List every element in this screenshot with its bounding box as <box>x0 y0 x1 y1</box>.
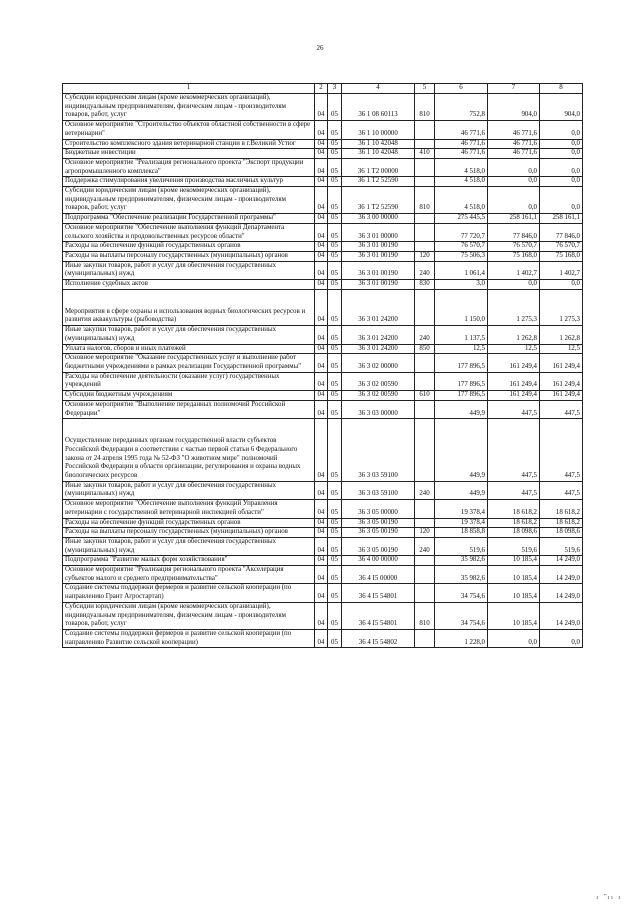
amount-cell-1: 1 228,0 <box>435 629 488 647</box>
column-header: 3 <box>328 84 342 94</box>
table-row <box>63 223 583 241</box>
expense-type-cell <box>415 584 435 602</box>
amount-cell-1: 35 982,6 <box>435 556 488 566</box>
target-article-cell: 36 3 05 00190 <box>342 537 415 555</box>
table-row <box>63 500 583 518</box>
amount-cell-3: 1 262,8 <box>540 326 583 344</box>
expense-type-cell: 610 <box>415 391 435 401</box>
amount-cell-2: 519,6 <box>488 537 540 555</box>
subsection-code-cell: 05 <box>328 500 342 518</box>
expense-type-cell: 240 <box>415 537 435 555</box>
table-row <box>63 242 583 252</box>
subsection-code-cell: 05 <box>328 400 342 418</box>
subsection-code-cell: 05 <box>328 326 342 344</box>
amount-cell-3: 0,0 <box>540 280 583 290</box>
amount-cell-2: 0,0 <box>488 187 540 214</box>
subsection-code-cell: 05 <box>328 94 342 121</box>
expense-type-cell: 410 <box>415 149 435 159</box>
table-row <box>63 139 583 149</box>
item-name-cell: Расходы на обеспечение деятельности (оказание услуг) государственных учреждений <box>63 372 315 390</box>
table-row <box>63 354 583 372</box>
section-code-cell: 04 <box>315 177 328 187</box>
amount-cell-2: 0,0 <box>488 177 540 187</box>
amount-cell-2: 447,5 <box>488 400 540 418</box>
amount-cell-3: 519,6 <box>540 537 583 555</box>
item-name-cell: Расходы на обеспечение функций государственных органов <box>63 242 315 252</box>
subsection-code-cell: 05 <box>328 481 342 499</box>
expense-type-cell: 240 <box>415 326 435 344</box>
expense-type-cell <box>415 400 435 418</box>
amount-cell-1: 449,9 <box>435 400 488 418</box>
amount-cell-3: 0,0 <box>540 149 583 159</box>
column-header: 2 <box>315 84 328 94</box>
item-name-cell: Поддержка стимулирования увеличения производства масличных культур <box>63 177 315 187</box>
target-article-cell: 36 3 03 00000 <box>342 400 415 418</box>
target-article-cell: 36 1 10 00000 <box>342 121 415 139</box>
amount-cell-1: 752,8 <box>435 94 488 121</box>
subsection-code-cell: 05 <box>328 177 342 187</box>
expense-type-cell <box>415 629 435 647</box>
amount-cell-2: 18 618,2 <box>488 500 540 518</box>
amount-cell-2: 10 185,4 <box>488 566 540 584</box>
item-name-cell: Иные закупки товаров, работ и услуг для обеспечения государственных (муниципальных) нужд <box>63 481 315 499</box>
amount-cell-2: 77 846,0 <box>488 223 540 241</box>
subsection-code-cell: 05 <box>328 158 342 176</box>
item-name-cell: Субсидии юридическим лицам (кроме некоммерческих организаций), индивидуальным предпринимателям, физическим лицам - производителям товаров, работ, услуг <box>63 602 315 629</box>
amount-cell-2: 18 618,2 <box>488 518 540 528</box>
target-article-cell: 36 3 01 00190 <box>342 261 415 279</box>
expense-type-cell: 810 <box>415 187 435 214</box>
amount-cell-1: 75 506,3 <box>435 251 488 261</box>
expense-type-cell <box>415 289 435 325</box>
target-article-cell: 36 3 01 00190 <box>342 280 415 290</box>
amount-cell-3: 0,0 <box>540 177 583 187</box>
section-code-cell: 04 <box>315 214 328 224</box>
table-row <box>63 261 583 279</box>
item-name-cell: Основное мероприятие "Реализация регионального проекта "Экспорт продукции агропромышленного комплекса" <box>63 158 315 176</box>
amount-cell-1: 4 518,0 <box>435 177 488 187</box>
target-article-cell: 36 3 03 59100 <box>342 481 415 499</box>
table-row <box>63 158 583 176</box>
item-name-cell: Создание системы поддержки фермеров и развитие сельской кооперации (по направлению Развитие сельской кооперации) <box>63 629 315 647</box>
target-article-cell: 36 3 01 00000 <box>342 223 415 241</box>
amount-cell-2: 10 185,4 <box>488 602 540 629</box>
section-code-cell: 04 <box>315 158 328 176</box>
amount-cell-1: 1 137,5 <box>435 326 488 344</box>
amount-cell-3: 0,0 <box>540 121 583 139</box>
table-row <box>63 289 583 325</box>
target-article-cell: 36 1 T2 00000 <box>342 158 415 176</box>
target-article-cell: 36 1 T2 52590 <box>342 187 415 214</box>
target-article-cell: 36 3 00 00000 <box>342 214 415 224</box>
amount-cell-2: 12,5 <box>488 344 540 354</box>
amount-cell-1: 177 896,5 <box>435 391 488 401</box>
amount-cell-2: 10 185,4 <box>488 584 540 602</box>
table-row <box>63 214 583 224</box>
subsection-code-cell: 05 <box>328 261 342 279</box>
expense-type-cell <box>415 214 435 224</box>
table-row <box>63 121 583 139</box>
amount-cell-2: 161 249,4 <box>488 391 540 401</box>
target-article-cell: 36 3 01 24200 <box>342 289 415 325</box>
section-code-cell: 04 <box>315 584 328 602</box>
section-code-cell: 04 <box>315 344 328 354</box>
column-number-row <box>63 84 583 94</box>
section-code-cell: 04 <box>315 518 328 528</box>
section-code-cell: 04 <box>315 391 328 401</box>
expense-type-cell: 850 <box>415 344 435 354</box>
subsection-code-cell: 05 <box>328 566 342 584</box>
amount-cell-1: 77 720,7 <box>435 223 488 241</box>
item-name-cell: Иные закупки товаров, работ и услуг для обеспечения государственных (муниципальных) нужд <box>63 537 315 555</box>
table-row <box>63 94 583 121</box>
amount-cell-3: 447,5 <box>540 419 583 482</box>
expense-type-cell: 240 <box>415 261 435 279</box>
subsection-code-cell: 05 <box>328 223 342 241</box>
expense-type-cell <box>415 372 435 390</box>
amount-cell-2: 46 771,6 <box>488 139 540 149</box>
table-row <box>63 400 583 418</box>
section-code-cell: 04 <box>315 223 328 241</box>
item-name-cell: Расходы на выплаты персоналу государственных (муниципальных) органов <box>63 528 315 538</box>
amount-cell-2: 1 402,7 <box>488 261 540 279</box>
section-code-cell: 04 <box>315 354 328 372</box>
amount-cell-2: 447,5 <box>488 419 540 482</box>
subsection-code-cell: 05 <box>328 537 342 555</box>
amount-cell-1: 19 378,4 <box>435 518 488 528</box>
target-article-cell: 36 3 02 00590 <box>342 372 415 390</box>
amount-cell-3: 447,5 <box>540 400 583 418</box>
amount-cell-1: 34 754,6 <box>435 584 488 602</box>
amount-cell-1: 46 771,6 <box>435 139 488 149</box>
section-code-cell: 04 <box>315 149 328 159</box>
section-code-cell: 04 <box>315 528 328 538</box>
table-row <box>63 481 583 499</box>
expense-type-cell: 810 <box>415 94 435 121</box>
expense-type-cell <box>415 518 435 528</box>
section-code-cell: 04 <box>315 121 328 139</box>
section-code-cell: 04 <box>315 261 328 279</box>
amount-cell-3: 258 161,1 <box>540 214 583 224</box>
item-name-cell: Подпрограмма "Развитие малых форм хозяйствования" <box>63 556 315 566</box>
item-name-cell: Основное мероприятие "Выполнение переданных полномочий Российской Федерации" <box>63 400 315 418</box>
column-header: 5 <box>415 84 435 94</box>
item-name-cell: Строительство комплексного здания ветеринарной станции в г.Великий Устюг <box>63 139 315 149</box>
amount-cell-1: 12,5 <box>435 344 488 354</box>
target-article-cell: 36 3 05 00190 <box>342 528 415 538</box>
amount-cell-3: 18 618,2 <box>540 518 583 528</box>
section-code-cell: 04 <box>315 326 328 344</box>
subsection-code-cell: 05 <box>328 518 342 528</box>
column-header: 4 <box>342 84 415 94</box>
amount-cell-2: 0,0 <box>488 629 540 647</box>
item-name-cell: Создание системы поддержки фермеров и развитие сельской кооперации (по направлению Грант Агростартап) <box>63 584 315 602</box>
amount-cell-3: 18 098,6 <box>540 528 583 538</box>
amount-cell-1: 18 858,8 <box>435 528 488 538</box>
item-name-cell: Иные закупки товаров, работ и услуг для обеспечения государственных (муниципальных) нужд <box>63 326 315 344</box>
amount-cell-3: 904,0 <box>540 94 583 121</box>
target-article-cell: 36 1 08 60113 <box>342 94 415 121</box>
item-name-cell: Иные закупки товаров, работ и услуг для обеспечения государственных (муниципальных) нужд <box>63 261 315 279</box>
subsection-code-cell: 05 <box>328 242 342 252</box>
target-article-cell: 36 3 05 00190 <box>342 518 415 528</box>
section-code-cell: 04 <box>315 94 328 121</box>
target-article-cell: 36 1 10 42048 <box>342 149 415 159</box>
expense-type-cell <box>415 566 435 584</box>
amount-cell-3: 14 249,0 <box>540 556 583 566</box>
table-row <box>63 177 583 187</box>
amount-cell-2: 75 168,0 <box>488 251 540 261</box>
table-row <box>63 372 583 390</box>
amount-cell-2: 0,0 <box>488 158 540 176</box>
section-code-cell: 04 <box>315 500 328 518</box>
section-code-cell: 04 <box>315 251 328 261</box>
subsection-code-cell: 05 <box>328 344 342 354</box>
subsection-code-cell: 05 <box>328 251 342 261</box>
section-code-cell: 04 <box>315 280 328 290</box>
item-name-cell: Основное мероприятие "Строительство объектов областной собственности в сфере ветеринарии" <box>63 121 315 139</box>
item-name-cell: Основное мероприятие "Обеспечение выполнения функций Департамента сельского хозяйства и продовольственных ресурсов области" <box>63 223 315 241</box>
target-article-cell: 36 3 05 00000 <box>342 500 415 518</box>
expense-type-cell <box>415 500 435 518</box>
amount-cell-1: 177 896,5 <box>435 354 488 372</box>
section-code-cell: 04 <box>315 537 328 555</box>
table-row <box>63 602 583 629</box>
item-name-cell: Исполнение судебных актов <box>63 280 315 290</box>
amount-cell-3: 77 846,0 <box>540 223 583 241</box>
target-article-cell: 36 4 I5 54801 <box>342 602 415 629</box>
table-row <box>63 537 583 555</box>
subsection-code-cell: 05 <box>328 289 342 325</box>
expense-type-cell: 120 <box>415 251 435 261</box>
target-article-cell: 36 4 00 00000 <box>342 556 415 566</box>
subsection-code-cell: 05 <box>328 139 342 149</box>
section-code-cell: 04 <box>315 400 328 418</box>
table-row <box>63 344 583 354</box>
table-row <box>63 326 583 344</box>
scan-mark: ı ˈ̅ıı ı <box>596 895 622 901</box>
table-row <box>63 149 583 159</box>
table-body <box>63 84 583 648</box>
amount-cell-3: 12,5 <box>540 344 583 354</box>
target-article-cell: 36 1 T2 52590 <box>342 177 415 187</box>
expense-type-cell: 830 <box>415 280 435 290</box>
item-name-cell: Субсидии юридическим лицам (кроме некоммерческих организаций), индивидуальным предпринимателям, физическим лицам - производителям товаров, работ, услуг <box>63 94 315 121</box>
amount-cell-1: 46 771,6 <box>435 121 488 139</box>
table-row <box>63 280 583 290</box>
item-name-cell: Субсидии бюджетным учреждениям <box>63 391 315 401</box>
amount-cell-3: 1 275,3 <box>540 289 583 325</box>
subsection-code-cell: 05 <box>328 149 342 159</box>
expense-type-cell <box>415 419 435 482</box>
target-article-cell: 36 3 01 00190 <box>342 242 415 252</box>
amount-cell-1: 4 518,0 <box>435 187 488 214</box>
subsection-code-cell: 05 <box>328 629 342 647</box>
target-article-cell: 36 3 02 00000 <box>342 354 415 372</box>
amount-cell-1: 4 518,0 <box>435 158 488 176</box>
expense-type-cell <box>415 158 435 176</box>
target-article-cell: 36 3 01 24200 <box>342 326 415 344</box>
column-header: 1 <box>63 84 315 94</box>
subsection-code-cell: 05 <box>328 187 342 214</box>
amount-cell-3: 76 570,7 <box>540 242 583 252</box>
section-code-cell: 04 <box>315 629 328 647</box>
budget-table <box>62 83 583 648</box>
expense-type-cell <box>415 556 435 566</box>
expense-type-cell: 810 <box>415 602 435 629</box>
amount-cell-2: 46 771,6 <box>488 121 540 139</box>
table-row <box>63 528 583 538</box>
amount-cell-1: 35 982,6 <box>435 566 488 584</box>
item-name-cell: Уплата налогов, сборов и иных платежей <box>63 344 315 354</box>
amount-cell-1: 449,9 <box>435 419 488 482</box>
section-code-cell: 04 <box>315 556 328 566</box>
amount-cell-2: 1 262,8 <box>488 326 540 344</box>
amount-cell-2: 76 570,7 <box>488 242 540 252</box>
amount-cell-1: 1 150,0 <box>435 289 488 325</box>
target-article-cell: 36 1 10 42048 <box>342 139 415 149</box>
amount-cell-1: 3,0 <box>435 280 488 290</box>
section-code-cell: 04 <box>315 187 328 214</box>
table-row <box>63 251 583 261</box>
section-code-cell: 04 <box>315 289 328 325</box>
amount-cell-3: 0,0 <box>540 139 583 149</box>
subsection-code-cell: 05 <box>328 354 342 372</box>
item-name-cell: Субсидии юридическим лицам (кроме некоммерческих организаций), индивидуальным предпринимателям, физическим лицам - производителям товаров, работ, услуг <box>63 187 315 214</box>
amount-cell-1: 519,6 <box>435 537 488 555</box>
table-row <box>63 629 583 647</box>
item-name-cell: Расходы на выплаты персоналу государственных (муниципальных) органов <box>63 251 315 261</box>
amount-cell-2: 161 249,4 <box>488 372 540 390</box>
item-name-cell: Расходы на обеспечение функций государственных органов <box>63 518 315 528</box>
amount-cell-2: 1 275,3 <box>488 289 540 325</box>
subsection-code-cell: 05 <box>328 214 342 224</box>
target-article-cell: 36 4 I5 54802 <box>342 629 415 647</box>
amount-cell-1: 177 896,5 <box>435 372 488 390</box>
amount-cell-3: 0,0 <box>540 629 583 647</box>
target-article-cell: 36 3 02 00590 <box>342 391 415 401</box>
item-name-cell: Основное мероприятие "Оказание государственных услуг и выполнение работ бюджетными учреждениями в рамках реализации Государственной программы" <box>63 354 315 372</box>
target-article-cell: 36 3 03 59100 <box>342 419 415 482</box>
table-row <box>63 391 583 401</box>
amount-cell-3: 161 249,4 <box>540 372 583 390</box>
amount-cell-1: 449,9 <box>435 481 488 499</box>
subsection-code-cell: 05 <box>328 419 342 482</box>
target-article-cell: 36 4 I5 00000 <box>342 566 415 584</box>
table-row <box>63 566 583 584</box>
amount-cell-3: 14 249,0 <box>540 566 583 584</box>
subsection-code-cell: 05 <box>328 391 342 401</box>
section-code-cell: 04 <box>315 242 328 252</box>
amount-cell-2: 258 161,1 <box>488 214 540 224</box>
amount-cell-1: 34 754,6 <box>435 602 488 629</box>
expense-type-cell <box>415 121 435 139</box>
amount-cell-3: 0,0 <box>540 158 583 176</box>
table-row <box>63 518 583 528</box>
table-row <box>63 187 583 214</box>
amount-cell-2: 10 185,4 <box>488 556 540 566</box>
target-article-cell: 36 3 01 24200 <box>342 344 415 354</box>
expense-type-cell <box>415 242 435 252</box>
amount-cell-3: 14 249,0 <box>540 602 583 629</box>
expense-type-cell <box>415 177 435 187</box>
section-code-cell: 04 <box>315 481 328 499</box>
amount-cell-3: 75 168,0 <box>540 251 583 261</box>
target-article-cell: 36 3 01 00190 <box>342 251 415 261</box>
amount-cell-3: 14 249,0 <box>540 584 583 602</box>
amount-cell-2: 0,0 <box>488 280 540 290</box>
expense-type-cell <box>415 354 435 372</box>
amount-cell-1: 1 061,4 <box>435 261 488 279</box>
item-name-cell: Основное мероприятие "Обеспечение выполнения функций Управления ветеринарии с государственной ветеринарной инспекцией области" <box>63 500 315 518</box>
amount-cell-3: 161 249,4 <box>540 354 583 372</box>
amount-cell-3: 161 249,4 <box>540 391 583 401</box>
amount-cell-3: 447,5 <box>540 481 583 499</box>
item-name-cell: Мероприятия в сфере охраны и использования водных биологических ресурсов и развития аквакультуры (рыбоводства) <box>63 289 315 325</box>
item-name-cell: Осуществление переданных органам государственной власти субъектов Российской Федерации в соответствии с частью первой статьи 6 Федерального закона от 24 апреля 1995 года № 52-ФЗ "О животном мире" полномочий Российской Федерации в области организации, регулирования и охраны водных биологических ресурсов <box>63 419 315 482</box>
amount-cell-2: 447,5 <box>488 481 540 499</box>
target-article-cell: 36 4 I5 54801 <box>342 584 415 602</box>
expense-type-cell <box>415 223 435 241</box>
amount-cell-1: 46 771,6 <box>435 149 488 159</box>
section-code-cell: 04 <box>315 372 328 390</box>
table-row <box>63 584 583 602</box>
section-code-cell: 04 <box>315 419 328 482</box>
section-code-cell: 04 <box>315 602 328 629</box>
amount-cell-3: 18 618,2 <box>540 500 583 518</box>
column-header: 7 <box>488 84 540 94</box>
amount-cell-2: 46 771,6 <box>488 149 540 159</box>
amount-cell-3: 0,0 <box>540 187 583 214</box>
section-code-cell: 04 <box>315 566 328 584</box>
item-name-cell: Бюджетные инвестиции <box>63 149 315 159</box>
subsection-code-cell: 05 <box>328 372 342 390</box>
subsection-code-cell: 05 <box>328 121 342 139</box>
amount-cell-1: 275 445,5 <box>435 214 488 224</box>
subsection-code-cell: 05 <box>328 584 342 602</box>
subsection-code-cell: 05 <box>328 602 342 629</box>
page-number: 26 <box>316 44 324 52</box>
table-row <box>63 419 583 482</box>
column-header: 6 <box>435 84 488 94</box>
table-row <box>63 556 583 566</box>
amount-cell-3: 1 402,7 <box>540 261 583 279</box>
expense-type-cell: 240 <box>415 481 435 499</box>
section-code-cell: 04 <box>315 139 328 149</box>
amount-cell-2: 161 249,4 <box>488 354 540 372</box>
subsection-code-cell: 05 <box>328 528 342 538</box>
amount-cell-1: 76 570,7 <box>435 242 488 252</box>
item-name-cell: Подпрограмма "Обеспечение реализации Государственной программы" <box>63 214 315 224</box>
amount-cell-1: 19 378,4 <box>435 500 488 518</box>
column-header: 8 <box>540 84 583 94</box>
expense-type-cell <box>415 139 435 149</box>
item-name-cell: Основное мероприятие "Реализация регионального проекта "Акселерация субъектов малого и среднего предпринимательства" <box>63 566 315 584</box>
amount-cell-2: 18 098,6 <box>488 528 540 538</box>
subsection-code-cell: 05 <box>328 280 342 290</box>
amount-cell-2: 904,0 <box>488 94 540 121</box>
expense-type-cell: 120 <box>415 528 435 538</box>
subsection-code-cell: 05 <box>328 556 342 566</box>
